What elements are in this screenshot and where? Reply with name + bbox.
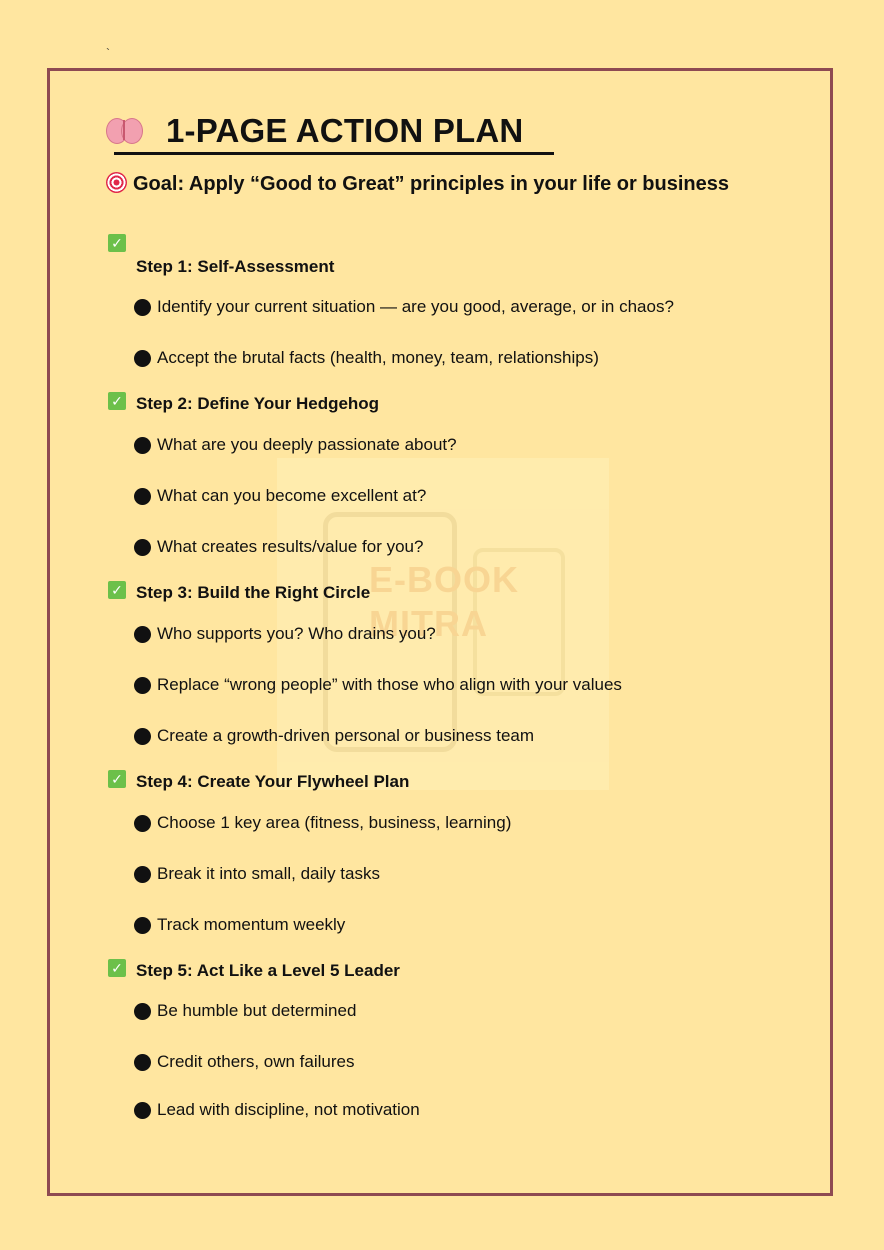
checkmark-icon: ✓	[108, 770, 126, 788]
step-1-title: Step 1: Self-Assessment	[136, 257, 335, 276]
step-5-item-1: Be humble but determined	[134, 1001, 356, 1021]
goal-text: Goal: Apply “Good to Great” principles in your life or business	[133, 173, 730, 195]
step-4-title: Step 4: Create Your Flywheel Plan	[136, 772, 410, 791]
step-2-item-1: What are you deeply passionate about?	[134, 435, 457, 455]
stray-mark: `	[106, 46, 110, 60]
step-3-item-2: Replace “wrong people” with those who align with your values	[134, 675, 622, 695]
step-4-item-2: Break it into small, daily tasks	[134, 864, 380, 884]
bullet-icon	[134, 728, 151, 745]
bullet-icon	[134, 437, 151, 454]
checkmark-icon: ✓	[108, 392, 126, 410]
bullet-icon	[134, 677, 151, 694]
watermark-line-1: E-BOOK	[369, 559, 519, 600]
bullet-icon	[134, 350, 151, 367]
step-1-item-2: Accept the brutal facts (health, money, team, relationships)	[134, 348, 599, 368]
page-title-text: 1-PAGE ACTION PLAN	[166, 112, 524, 149]
bullet-icon	[134, 488, 151, 505]
step-1-item-1: Identify your current situation — are you good, average, or in chaos?	[134, 297, 674, 317]
step-4-item-3: Track momentum weekly	[134, 915, 345, 935]
title-underline	[114, 152, 554, 155]
step-2-title: Step 2: Define Your Hedgehog	[136, 394, 380, 413]
step-3-title: Step 3: Build the Right Circle	[136, 583, 371, 602]
checkmark-icon: ✓	[108, 234, 126, 252]
step-5-title: Step 5: Act Like a Level 5 Leader	[136, 961, 400, 980]
bullet-icon	[134, 626, 151, 643]
checkmark-icon: ✓	[108, 581, 126, 599]
bullet-icon	[134, 815, 151, 832]
bullet-icon	[134, 1102, 151, 1119]
bullet-icon	[134, 1003, 151, 1020]
step-3-item-1: Who supports you? Who drains you?	[134, 624, 436, 644]
goal-statement	[106, 170, 746, 199]
step-5-item-2: Credit others, own failures	[134, 1052, 354, 1072]
brain-icon	[106, 114, 144, 148]
step-3-item-3: Create a growth-driven personal or business team	[134, 726, 534, 746]
step-2-item-3: What creates results/value for you?	[134, 537, 423, 557]
bullet-icon	[134, 1054, 151, 1071]
bullet-icon	[134, 917, 151, 934]
page-title	[106, 108, 523, 154]
step-5-item-3: Lead with discipline, not motivation	[134, 1100, 420, 1120]
bullet-icon	[134, 539, 151, 556]
bullet-icon	[134, 299, 151, 316]
checkmark-icon: ✓	[108, 959, 126, 977]
step-2-item-2: What can you become excellent at?	[134, 486, 426, 506]
bullet-icon	[134, 866, 151, 883]
target-icon	[106, 172, 127, 193]
step-4-item-1: Choose 1 key area (fitness, business, learning)	[134, 813, 511, 833]
watermark-line-2: MITRA	[369, 603, 488, 644]
